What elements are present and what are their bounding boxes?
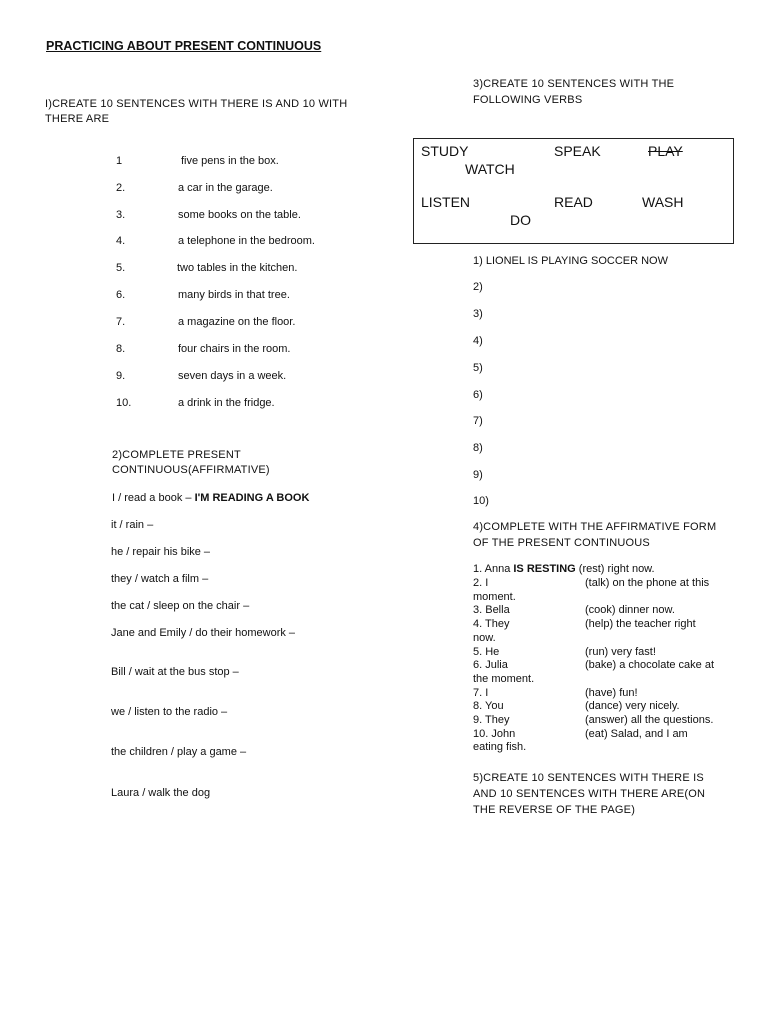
exercise-subject: 3. Bella: [473, 604, 510, 617]
list-item-number: 7.: [116, 316, 126, 328]
exercise-subject: 6. Julia: [473, 659, 508, 672]
section2-heading-line2: CONTINUOUS(AFFIRMATIVE): [112, 464, 270, 476]
list-item-number: 4.: [116, 235, 126, 247]
list-item-number: 8.: [116, 343, 126, 355]
verb-box: [413, 138, 734, 244]
exercise-prompt: Laura / walk the dog: [111, 787, 211, 799]
exercise-text: (answer) all the questions.: [585, 714, 714, 726]
answer-line: 8): [473, 442, 483, 454]
exercise-continuation: the moment.: [473, 672, 535, 685]
verb-study: STUDY: [421, 143, 469, 159]
exercise-text: (help) the teacher right: [585, 618, 696, 631]
answer-line: 4): [473, 335, 483, 347]
exercise-prompt: they / watch a film –: [111, 573, 209, 585]
section2-example-prompt: I / read a book –: [112, 492, 195, 504]
list-item-number: 5.: [116, 262, 126, 274]
answer-line: 5): [473, 362, 483, 374]
exercise-prompt: Bill / wait at the bus stop –: [111, 666, 239, 678]
list-item-text: seven days in a week.: [178, 370, 287, 382]
section2-heading-line1: 2)COMPLETE PRESENT: [112, 449, 241, 461]
exercise-prompt: the cat / sleep on the chair –: [111, 600, 250, 612]
section4-example-rest: (rest) right now.: [575, 563, 655, 575]
exercise-text: (talk) on the phone at this: [585, 577, 710, 589]
section4-example-subject: 1. Anna: [473, 563, 514, 575]
exercise-subject: 9. They: [473, 714, 510, 726]
section4-heading-line1: 4)COMPLETE WITH THE AFFIRMATIVE FORM: [473, 521, 717, 533]
verb-watch: WATCH: [465, 161, 515, 177]
verb-do: DO: [510, 212, 531, 228]
section5-line3: THE REVERSE OF THE PAGE): [473, 804, 636, 816]
list-item-text: four chairs in the room.: [178, 343, 291, 355]
list-item-text: a drink in the fridge.: [178, 397, 275, 409]
section1-heading-line2: THERE ARE: [45, 113, 110, 125]
list-item-text: some books on the table.: [178, 209, 301, 221]
verb-play: PLAY: [648, 143, 683, 159]
section5-line2: AND 10 SENTENCES WITH THERE ARE(ON: [473, 788, 706, 800]
exercise-prompt: he / repair his bike –: [111, 546, 211, 558]
verb-speak: SPEAK: [554, 143, 601, 159]
verb-listen: LISTEN: [421, 194, 471, 210]
exercise-subject: 5. He: [473, 645, 500, 658]
list-item-number: 9.: [116, 370, 126, 382]
list-item-number: 10.: [116, 397, 132, 409]
exercise-subject: 8. You: [473, 700, 504, 713]
answer-line: 9): [473, 469, 483, 481]
list-item-number: 1: [116, 155, 123, 167]
answer-line: 1) LIONEL IS PLAYING SOCCER NOW: [473, 255, 668, 267]
exercise-prompt: the children / play a game –: [111, 746, 247, 758]
exercise-prompt: Jane and Emily / do their homework –: [111, 627, 296, 639]
section5-line1: 5)CREATE 10 SENTENCES WITH THERE IS: [473, 772, 704, 784]
exercise-text: (run) very fast!: [585, 645, 656, 658]
exercise-continuation: eating fish.: [473, 741, 527, 754]
list-item-text: a magazine on the floor.: [178, 316, 296, 328]
section1-heading-line1: I)CREATE 10 SENTENCES WITH THERE IS AND 10 WITH: [45, 98, 348, 110]
list-item-text: a telephone in the bedroom.: [178, 235, 315, 247]
list-item-number: 3.: [116, 209, 126, 221]
exercise-text: (have) fun!: [585, 686, 638, 699]
exercise-subject: 7. I: [473, 686, 489, 699]
exercise-text: (dance) very nicely.: [585, 700, 680, 713]
section4-example: [473, 562, 655, 576]
answer-line: 7): [473, 415, 483, 427]
exercise-prompt: it / rain –: [111, 519, 154, 531]
list-item-text: two tables in the kitchen.: [177, 262, 298, 274]
list-item-text: many birds in that tree.: [178, 289, 290, 301]
exercise-continuation: now.: [473, 631, 496, 644]
answer-line: 3): [473, 308, 483, 320]
list-item-number: 2.: [116, 182, 126, 194]
exercise-subject: 10. John: [473, 727, 516, 740]
verb-read: READ: [554, 194, 593, 210]
exercise-continuation: moment.: [473, 590, 516, 603]
section3-heading-line1: 3)CREATE 10 SENTENCES WITH THE: [473, 78, 675, 90]
page-title: PRACTICING ABOUT PRESENT CONTINUOUS: [46, 39, 322, 53]
section3-heading-line2: FOLLOWING VERBS: [473, 94, 583, 106]
exercise-prompt: we / listen to the radio –: [111, 706, 228, 718]
exercise-subject: 4. They: [473, 618, 510, 631]
answer-line: 10): [473, 495, 489, 507]
answer-line: 2): [473, 281, 483, 293]
list-item-number: 6.: [116, 289, 126, 301]
section2-example: [112, 491, 309, 505]
list-item-text: five pens in the box.: [181, 155, 279, 167]
exercise-text: (bake) a chocolate cake at: [585, 659, 715, 672]
section4-example-answer: IS RESTING: [513, 563, 576, 575]
exercise-text: (eat) Salad, and I am: [585, 727, 688, 740]
section2-example-answer: I'M READING A BOOK: [194, 492, 310, 504]
list-item-text: a car in the garage.: [178, 182, 273, 194]
section4-heading-line2: OF THE PRESENT CONTINUOUS: [473, 537, 650, 549]
exercise-text: (cook) dinner now.: [585, 604, 675, 617]
verb-wash: WASH: [642, 194, 684, 210]
answer-line: 6): [473, 389, 483, 401]
exercise-subject: 2. I: [473, 577, 489, 589]
